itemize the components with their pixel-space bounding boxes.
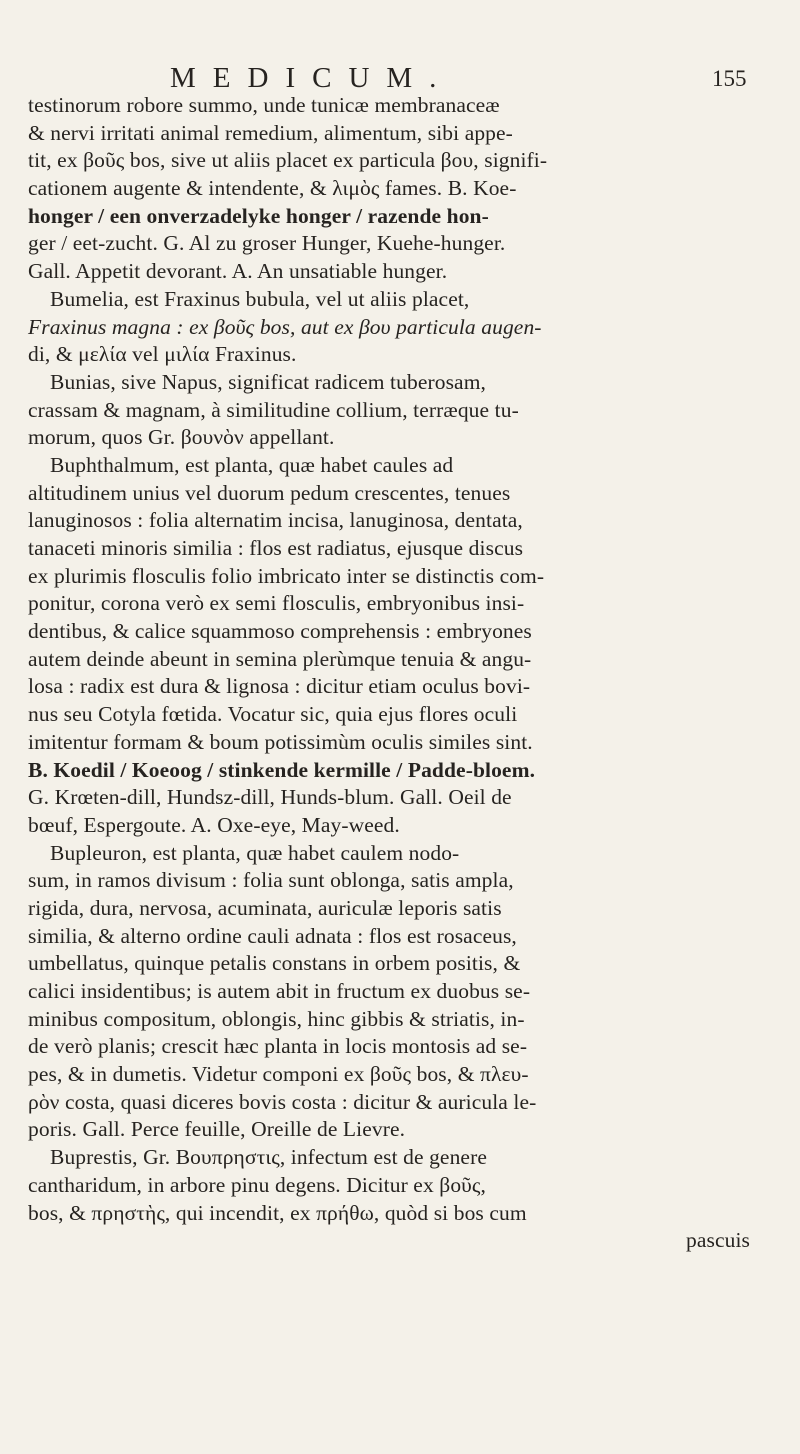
text-line: de verò planis; crescit hæc planta in locis montosis ad se- (28, 1034, 528, 1059)
text-line: tanaceti minoris similia : flos est radiatus, ejusque discus (28, 536, 524, 560)
text-line: poris. Gall. Perce feuille, Oreille de Lievre. (28, 1117, 406, 1142)
text-line: sum, in ramos divisum : folia sunt oblonga, satis ampla, (28, 868, 514, 893)
text-line: umbellatus, quinque petalis constans in orbem positis, & (28, 951, 521, 976)
text-line: dentibus, & calice squammoso comprehensis : embryones (28, 619, 532, 644)
text-line: bos, & πρηστὴς, qui incendit, ex πρήθω, quòd si bos cum (28, 1200, 527, 1225)
text-line: ponitur, corona verò ex semi flosculis, embryonibus insi- (28, 591, 525, 616)
text-line: minibus compositum, oblongis, hinc gibbis & striatis, in- (28, 1006, 525, 1031)
running-title: MEDICUM. (170, 62, 454, 94)
text-line: ρὸν costa, quasi diceres bovis costa : dicitur & auricula le- (28, 1089, 537, 1114)
entry-buprestis: Buprestis, Gr. Βουπρηστις, infectum est de genere (50, 1145, 487, 1170)
text-line: di, & μελία vel μιλία Fraxinus. (28, 342, 297, 367)
text-line: morum, quos Gr. βουνὸν appellant. (28, 425, 335, 450)
text-line: losa : radix est dura & lignosa : dicitur etiam oculus bovi- (28, 674, 531, 699)
text-line: rigida, dura, nervosa, acuminata, auriculæ leporis satis (28, 895, 502, 920)
text-line: calici insidentibus; is autem abit in fructum ex duobus se- (28, 979, 531, 1003)
text-line: & nervi irritati animal remedium, alimentum, sibi appe- (28, 120, 513, 145)
text-line: cantharidum, in arbore pinu degens. Dicitur ex βοῦς, (28, 1172, 487, 1197)
text-line: tit, ex βοῦς bos, sive ut aliis placet ex particula βου, signifi- (28, 148, 548, 173)
text-line: bœuf, Espergoute. A. Oxe-eye, May-weed. (28, 812, 400, 837)
text-line: B. Koedil / Koeoog / stinkende kermille / Padde-bloem. (28, 757, 536, 782)
body-text (28, 92, 780, 1255)
text-line: cationem augente & intendente, & λιμὸς fames. B. Koe- (28, 176, 517, 201)
text-line: G. Krœten-dill, Hundsz-dill, Hunds-blum. Gall. Oeil de (28, 785, 512, 810)
text-line: autem deinde abeunt in semina plerùmque tenuia & angu- (28, 646, 532, 671)
text-line: ger / eet-zucht. G. Al zu groser Hunger, Kuehe-hunger. (28, 231, 506, 256)
text-line: Gall. Appetit devorant. A. An unsatiable hunger. (28, 259, 448, 284)
text-line: Fraxinus magna : ex βοῦς bos, aut ex βου particula augen- (28, 314, 542, 339)
entry-bupleuron: Bupleuron, est planta, quæ habet caulem nodo- (50, 840, 460, 865)
text-line: imitentur formam & boum potissimùm oculis similes sint. (28, 729, 533, 754)
text-line: altitudinem unius vel duorum pedum crescentes, tenues (28, 480, 511, 505)
text-line: honger / een onverzadelyke honger / razende hon- (28, 203, 489, 228)
page-number: 155 (712, 66, 747, 91)
entry-bumelia: Bumelia, est Fraxinus bubula, vel ut aliis placet, (50, 286, 470, 311)
text-line: crassam & magnam, à similitudine collium, terræque tu- (28, 397, 519, 422)
text-line: lanuginosos : folia alternatim incisa, lanuginosa, dentata, (28, 508, 523, 533)
text-line: nus seu Cotyla fœtida. Vocatur sic, quia ejus flores oculi (28, 702, 518, 727)
entry-buphthalmum: Buphthalmum, est planta, quæ habet caules ad (50, 452, 454, 477)
catchword: pascuis (686, 1228, 750, 1253)
entry-bunias: Bunias, sive Napus, significat radicem tuberosam, (50, 369, 486, 394)
text-line: ex plurimis flosculis folio imbricato inter se distinctis com- (28, 563, 545, 588)
text-line: pes, & in dumetis. Videtur componi ex βοῦς bos, & πλευ- (28, 1062, 529, 1087)
text-line: similia, & alterno ordine cauli adnata : flos est rosaceus, (28, 923, 517, 948)
text-line: testinorum robore summo, unde tunicæ membranaceæ (28, 93, 500, 117)
